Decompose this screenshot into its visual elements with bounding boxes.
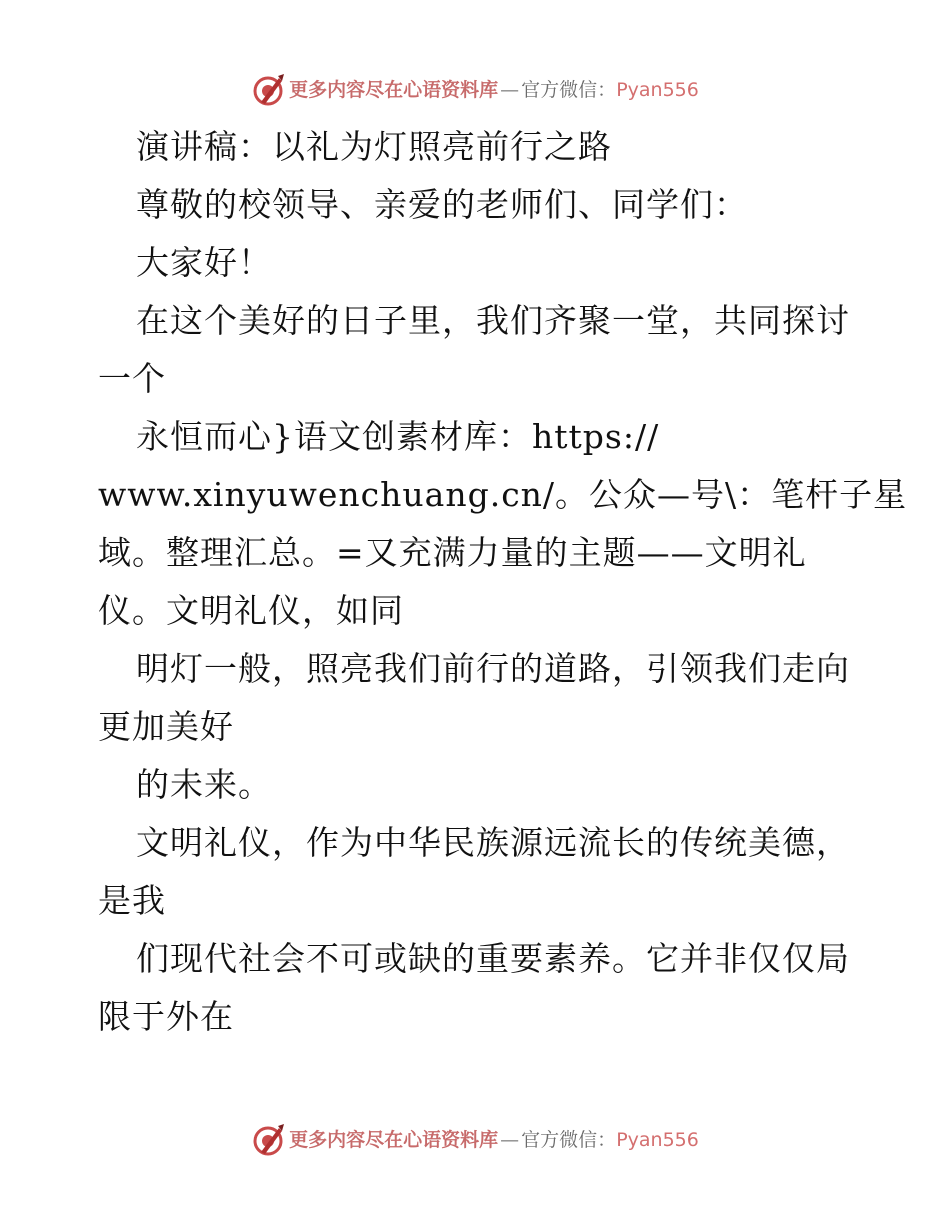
- banner-site-name: 更多内容尽在心语资料库: [289, 79, 499, 101]
- paragraph-line: 是我: [98, 881, 166, 920]
- banner-dash: —: [500, 79, 520, 101]
- banner-wechat-id: Pyan556: [616, 1129, 699, 1151]
- document-title: 演讲稿：以礼为灯照亮前行之路: [136, 127, 612, 166]
- document-body: [98, 118, 908, 1046]
- paragraph-line: 在这个美好的日子里，我们齐聚一堂，共同探讨: [136, 301, 850, 340]
- paragraph-line: 文明礼仪，作为中华民族源远流长的传统美德，: [136, 823, 850, 862]
- paragraph-line: 的未来。: [136, 765, 272, 804]
- quill-logo-icon: [251, 72, 287, 108]
- paragraph-line: 域。整理汇总。=又充满力量的主题——文明礼: [98, 533, 807, 572]
- paragraph-line: 明灯一般，照亮我们前行的道路，引领我们走向: [136, 649, 850, 688]
- paragraph-line: 们现代社会不可或缺的重要素养。它并非仅仅局: [136, 939, 850, 978]
- banner-wechat-id: Pyan556: [616, 79, 699, 101]
- paragraph-line: www.xinyuwenchuang.cn/。公众—号\：笔杆子星: [98, 475, 908, 514]
- paragraph-line: 一个: [98, 359, 166, 398]
- banner-site-name: 更多内容尽在心语资料库: [289, 1129, 499, 1151]
- greeting: 大家好！: [136, 243, 272, 282]
- banner-dash: —: [500, 1129, 520, 1151]
- banner-wechat-label: 官方微信：: [521, 79, 617, 101]
- salutation: 尊敬的校领导、亲爱的老师们、同学们：: [136, 185, 748, 224]
- header-banner: [0, 70, 950, 110]
- paragraph-line: 永恒而心}语文创素材库：https://: [136, 417, 660, 456]
- quill-logo-icon: [251, 1122, 287, 1158]
- banner-wechat-label: 官方微信：: [521, 1129, 617, 1151]
- footer-banner: [0, 1120, 950, 1160]
- paragraph-line: 仪。文明礼仪，如同: [98, 591, 404, 630]
- paragraph-line: 更加美好: [98, 707, 234, 746]
- paragraph-line: 限于外在: [98, 997, 234, 1036]
